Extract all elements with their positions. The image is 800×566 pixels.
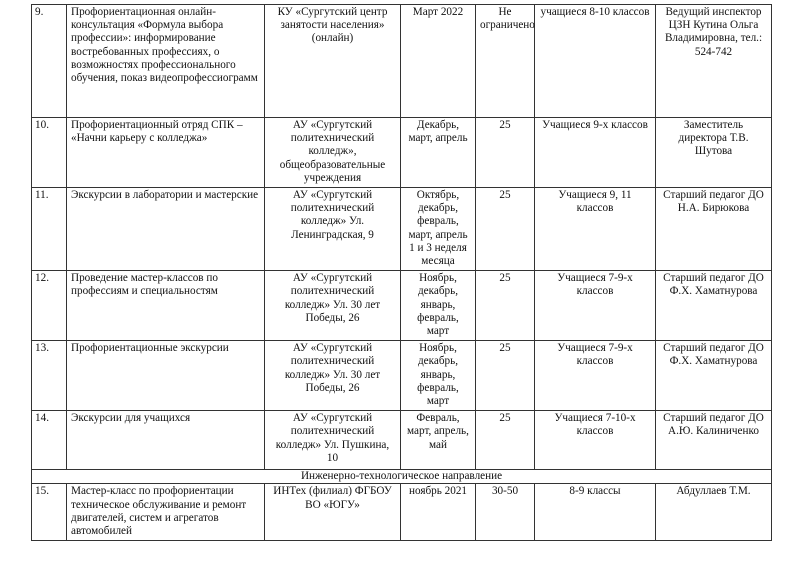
section-title: Инженерно-технологическое направление [32, 470, 772, 484]
row-number: 9. [32, 5, 67, 118]
responsible-person: Старший педагог ДО Н.А. Бирюкова [656, 188, 772, 271]
organization: АУ «Сургутский политехнический колледж» Ул. 30 лет Победы, 26 [265, 271, 401, 341]
audience: Учащиеся 9, 11 классов [535, 188, 656, 271]
event-title: Экскурсии для учащихся [67, 411, 265, 470]
table-row [32, 484, 772, 541]
responsible-person: Ведущий инспектор ЦЗН Кутина Ольга Владимировна, тел.: 524-742 [656, 5, 772, 118]
row-number: 14. [32, 411, 67, 470]
table-row [32, 341, 772, 411]
audience: 8-9 классы [535, 484, 656, 541]
organization: АУ «Сургутский политехнический колледж» Ул. Пушкина, 10 [265, 411, 401, 470]
row-number: 12. [32, 271, 67, 341]
responsible-person: Заместитель директора Т.В. Шутова [656, 118, 772, 188]
table-row [32, 411, 772, 470]
event-title: Профориентационные экскурсии [67, 341, 265, 411]
audience: Учащиеся 9-х классов [535, 118, 656, 188]
table-row [32, 188, 772, 271]
responsible-person: Старший педагог ДО А.Ю. Калиниченко [656, 411, 772, 470]
section-header-row [32, 470, 772, 484]
organization: АУ «Сургутский политехнический колледж» Ул. Ленинградская, 9 [265, 188, 401, 271]
organization: ИНТех (филиал) ФГБОУ ВО «ЮГУ» [265, 484, 401, 541]
event-title: Профориентационная онлайн-консультация «Формула выбора профессии»: информирование востребованных профессиях, о возможностях профессионального обучения, показ видеопрофессиограмм [67, 5, 265, 118]
row-number: 15. [32, 484, 67, 541]
participant-count: 25 [476, 118, 535, 188]
table-row [32, 5, 772, 118]
event-date: Ноябрь, декабрь, январь, февраль, март [401, 341, 476, 411]
event-date: Февраль, март, апрель, май [401, 411, 476, 470]
responsible-person: Старший педагог ДО Ф.Х. Хаматнурова [656, 271, 772, 341]
row-number: 10. [32, 118, 67, 188]
event-date: Март 2022 [401, 5, 476, 118]
participant-count: 25 [476, 188, 535, 271]
organization: КУ «Сургутский центр занятости населения» (онлайн) [265, 5, 401, 118]
table-row [32, 271, 772, 341]
participant-count: 25 [476, 271, 535, 341]
audience: Учащиеся 7-9-х классов [535, 341, 656, 411]
event-title: Проведение мастер-классов по профессиям и специальностям [67, 271, 265, 341]
events-table [31, 4, 772, 541]
event-title: Мастер-класс по профориентации техническое обслуживание и ремонт двигателей, систем и агрегатов автомобилей [67, 484, 265, 541]
audience: учащиеся 8-10 классов [535, 5, 656, 118]
participant-count: Не ограничено [476, 5, 535, 118]
table-row [32, 118, 772, 188]
event-date: Декабрь, март, апрель [401, 118, 476, 188]
event-date: ноябрь 2021 [401, 484, 476, 541]
responsible-person: Абдуллаев Т.М. [656, 484, 772, 541]
event-title: Экскурсии в лаборатории и мастерские [67, 188, 265, 271]
organization: АУ «Сургутский политехнический колледж», общеобразовательные учреждения [265, 118, 401, 188]
participant-count: 25 [476, 411, 535, 470]
event-date: Ноябрь, декабрь, январь, февраль, март [401, 271, 476, 341]
audience: Учащиеся 7-9-х классов [535, 271, 656, 341]
participant-count: 30-50 [476, 484, 535, 541]
row-number: 11. [32, 188, 67, 271]
organization: АУ «Сургутский политехнический колледж» Ул. 30 лет Победы, 26 [265, 341, 401, 411]
participant-count: 25 [476, 341, 535, 411]
responsible-person: Старший педагог ДО Ф.Х. Хаматнурова [656, 341, 772, 411]
row-number: 13. [32, 341, 67, 411]
audience: Учащиеся 7-10-х классов [535, 411, 656, 470]
event-title: Профориентационный отряд СПК – «Начни карьеру с колледжа» [67, 118, 265, 188]
event-date: Октябрь, декабрь, февраль, март, апрель 1 и 3 неделя месяца [401, 188, 476, 271]
